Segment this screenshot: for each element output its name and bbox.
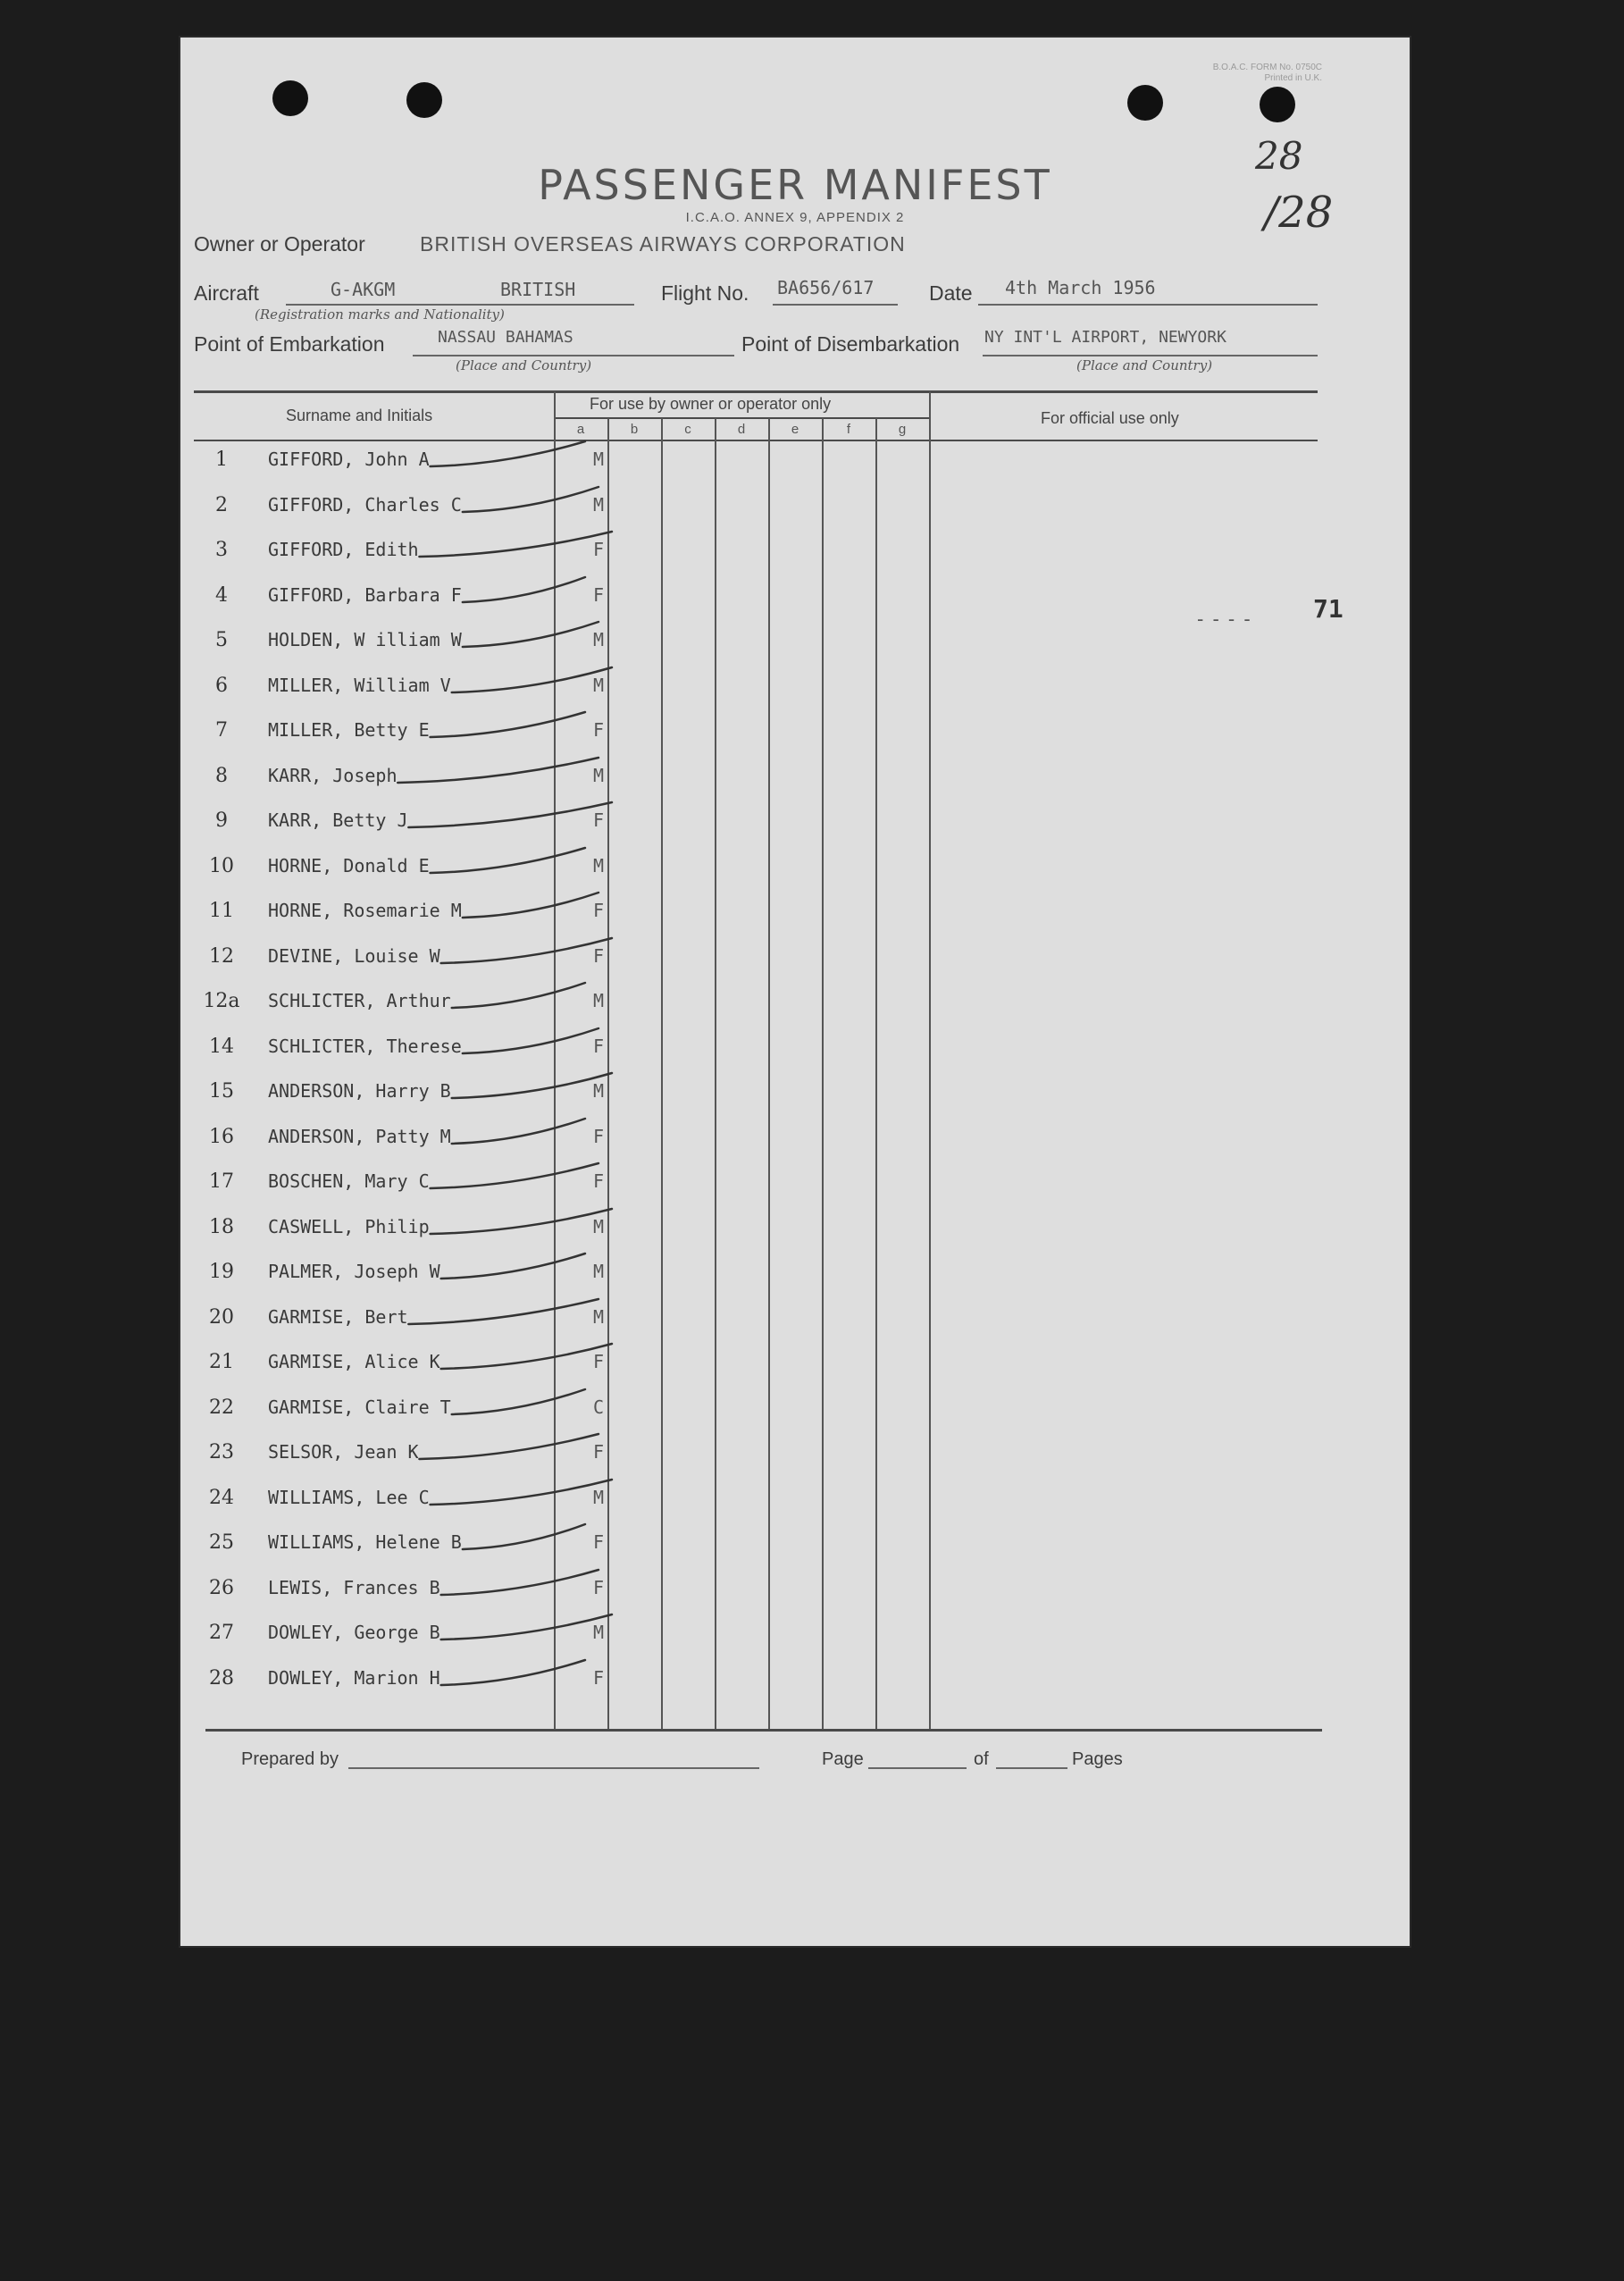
check-mark xyxy=(419,532,612,557)
page-title: PASSENGER MANIFEST xyxy=(538,161,1052,209)
passenger-name: ANDERSON, Patty M xyxy=(268,1126,451,1147)
check-mark xyxy=(431,1209,613,1234)
passenger-name: GARMISE, Claire T xyxy=(268,1396,451,1418)
passenger-name: ANDERSON, Harry B xyxy=(268,1080,451,1102)
disembarkation-label: Point of Disembarkation xyxy=(741,332,960,356)
handwritten-note-fraction: /28 xyxy=(1264,188,1334,238)
passenger-sex: F xyxy=(592,1351,605,1372)
passenger-number: 9 xyxy=(215,809,228,832)
check-mark xyxy=(431,712,586,737)
passenger-number: 8 xyxy=(215,765,228,787)
pages-label: Pages xyxy=(1072,1749,1123,1769)
passenger-name: LEWIS, Frances B xyxy=(268,1577,440,1598)
passenger-name: SCHLICTER, Arthur xyxy=(268,990,451,1011)
passenger-sex: M xyxy=(592,1080,605,1102)
passenger-number: 27 xyxy=(209,1622,234,1644)
passenger-number: 11 xyxy=(209,900,234,922)
embarkation-hint: (Place and Country) xyxy=(456,357,592,373)
passenger-number: 4 xyxy=(215,584,228,607)
passenger-number: 2 xyxy=(215,494,228,516)
passenger-number: 22 xyxy=(209,1396,234,1419)
sub-col-a: a xyxy=(576,422,585,437)
passenger-sex: M xyxy=(592,494,605,516)
passenger-sex: M xyxy=(592,765,605,786)
passenger-name: HORNE, Rosemarie M xyxy=(268,900,462,921)
passenger-sex: F xyxy=(592,584,605,606)
sub-col-d: d xyxy=(737,422,746,437)
passenger-number: 16 xyxy=(209,1126,234,1148)
passenger-name: MILLER, William V xyxy=(268,675,451,696)
check-mark xyxy=(441,1254,585,1279)
check-mark xyxy=(463,1524,585,1549)
passenger-number: 6 xyxy=(215,675,228,697)
passenger-sex: M xyxy=(592,449,605,470)
prepared-by-label: Prepared by xyxy=(241,1749,339,1769)
handwritten-check-marks xyxy=(179,36,1411,1948)
check-mark xyxy=(419,1434,599,1459)
passenger-sex: F xyxy=(592,945,605,967)
official-number: 71 xyxy=(1313,594,1344,624)
passenger-sex: F xyxy=(592,809,605,831)
passenger-number: 25 xyxy=(209,1531,234,1554)
col-header-official: For official use only xyxy=(1041,409,1179,427)
passenger-sex: M xyxy=(592,675,605,696)
page-label: Page xyxy=(822,1749,864,1769)
sub-col-b: b xyxy=(630,422,639,437)
prepared-by-line xyxy=(348,1767,759,1769)
passenger-name: GIFFORD, John A xyxy=(268,449,430,470)
passenger-number: 17 xyxy=(209,1170,234,1193)
passenger-number: 12a xyxy=(203,990,240,1012)
passenger-sex: F xyxy=(592,719,605,741)
check-mark xyxy=(463,622,599,647)
passenger-number: 5 xyxy=(215,629,228,651)
passenger-sex: F xyxy=(592,539,605,560)
passenger-number: 7 xyxy=(215,719,228,742)
disembarkation-hint: (Place and Country) xyxy=(1076,357,1213,373)
check-mark xyxy=(441,1344,612,1369)
passenger-number: 1 xyxy=(215,449,228,471)
passenger-sex: M xyxy=(592,990,605,1011)
passenger-name: BOSCHEN, Mary C xyxy=(268,1170,430,1192)
passenger-number: 18 xyxy=(209,1216,234,1238)
passenger-name: WILLIAMS, Helene B xyxy=(268,1531,462,1553)
passenger-name: DEVINE, Louise W xyxy=(268,945,440,967)
passenger-sex: F xyxy=(592,1170,605,1192)
check-mark xyxy=(431,1480,613,1505)
passenger-number: 10 xyxy=(209,855,234,877)
passenger-sex: M xyxy=(592,855,605,876)
passenger-name: GARMISE, Bert xyxy=(268,1306,408,1328)
page-subtitle: I.C.A.O. ANNEX 9, APPENDIX 2 xyxy=(685,210,905,225)
date-label: Date xyxy=(929,281,973,305)
passenger-sex: F xyxy=(592,1667,605,1689)
embarkation-value: NASSAU BAHAMAS xyxy=(438,328,573,347)
passenger-number: 28 xyxy=(209,1667,234,1690)
passenger-name: HOLDEN, W illiam W xyxy=(268,629,462,650)
check-mark xyxy=(441,1614,612,1639)
passenger-name: GIFFORD, Edith xyxy=(268,539,419,560)
check-mark xyxy=(452,1119,585,1144)
passenger-sex: M xyxy=(592,1261,605,1282)
sub-col-g: g xyxy=(898,422,907,437)
passenger-number: 24 xyxy=(209,1487,234,1509)
passenger-sex: F xyxy=(592,1441,605,1463)
passenger-name: GIFFORD, Charles C xyxy=(268,494,462,516)
check-mark xyxy=(431,848,586,873)
passenger-sex: M xyxy=(592,1622,605,1643)
passenger-sex: F xyxy=(592,900,605,921)
passenger-number: 12 xyxy=(209,945,234,968)
flight-label: Flight No. xyxy=(661,281,749,305)
passenger-number: 15 xyxy=(209,1080,234,1103)
check-mark xyxy=(452,1389,585,1414)
passenger-name: MILLER, Betty E xyxy=(268,719,430,741)
passenger-name: DOWLEY, Marion H xyxy=(268,1667,440,1689)
passenger-name: GARMISE, Alice K xyxy=(268,1351,440,1372)
passenger-name: PALMER, Joseph W xyxy=(268,1261,440,1282)
sub-col-c: c xyxy=(684,422,691,437)
passenger-number: 23 xyxy=(209,1441,234,1463)
page-number-line xyxy=(868,1767,967,1769)
col-header-name: Surname and Initials xyxy=(286,407,433,424)
check-mark xyxy=(452,983,585,1008)
check-mark xyxy=(463,893,599,918)
form-code-text: B.O.A.C. FORM No. 0750C xyxy=(1212,63,1322,72)
check-mark xyxy=(463,577,585,602)
check-mark xyxy=(452,667,612,692)
passenger-name: CASWELL, Philip xyxy=(268,1216,430,1237)
passenger-name: KARR, Betty J xyxy=(268,809,408,831)
passenger-sex: M xyxy=(592,629,605,650)
passenger-sex: M xyxy=(592,1306,605,1328)
check-mark xyxy=(431,1163,599,1188)
check-mark xyxy=(463,1028,599,1053)
check-mark xyxy=(441,938,612,963)
check-mark xyxy=(441,1570,599,1595)
printed-in-text: Printed in U.K. xyxy=(1264,73,1322,83)
aircraft-registration: G-AKGM xyxy=(331,279,396,300)
passenger-number: 20 xyxy=(209,1306,234,1329)
passenger-name: SELSOR, Jean K xyxy=(268,1441,419,1463)
passenger-number: 26 xyxy=(209,1577,234,1599)
sub-col-f: f xyxy=(846,422,851,437)
col-header-owner: For use by owner or operator only xyxy=(590,395,832,413)
passenger-sex: C xyxy=(592,1396,605,1418)
passenger-sex: F xyxy=(592,1531,605,1553)
passenger-number: 21 xyxy=(209,1351,234,1373)
passenger-number: 19 xyxy=(209,1261,234,1283)
date-value: 4th March 1956 xyxy=(1005,277,1156,298)
passenger-name: KARR, Joseph xyxy=(268,765,398,786)
embarkation-label: Point of Embarkation xyxy=(194,332,385,356)
handwritten-note-top: 28 xyxy=(1255,134,1303,178)
passenger-name: WILLIAMS, Lee C xyxy=(268,1487,430,1508)
passenger-number: 14 xyxy=(209,1036,234,1058)
sub-col-e: e xyxy=(791,422,799,437)
aircraft-nationality: BRITISH xyxy=(500,279,576,300)
aircraft-label: Aircraft xyxy=(194,281,259,305)
official-dash-marks: - - - - xyxy=(1197,608,1252,630)
passenger-sex: F xyxy=(592,1577,605,1598)
passenger-sex: M xyxy=(592,1487,605,1508)
check-mark xyxy=(463,487,599,512)
passenger-name: DOWLEY, George B xyxy=(268,1622,440,1643)
passenger-sex: M xyxy=(592,1216,605,1237)
passenger-name: GIFFORD, Barbara F xyxy=(268,584,462,606)
manifest-sheet xyxy=(179,36,1411,1948)
check-mark xyxy=(441,1660,585,1685)
flight-value: BA656/617 xyxy=(777,277,875,298)
aircraft-hint: (Registration marks and Nationality) xyxy=(255,306,505,323)
pages-count-line xyxy=(996,1767,1067,1769)
check-mark xyxy=(452,1073,612,1098)
passenger-name: SCHLICTER, Therese xyxy=(268,1036,462,1057)
passenger-sex: F xyxy=(592,1126,605,1147)
check-mark xyxy=(431,441,586,466)
owner-value: BRITISH OVERSEAS AIRWAYS CORPORATION xyxy=(420,232,906,256)
of-label: of xyxy=(974,1749,989,1769)
owner-label: Owner or Operator xyxy=(194,232,365,256)
disembarkation-value: NY INT'L AIRPORT, NEWYORK xyxy=(984,328,1226,347)
passenger-number: 3 xyxy=(215,539,228,561)
check-mark xyxy=(408,802,612,827)
passenger-sex: F xyxy=(592,1036,605,1057)
passenger-name: HORNE, Donald E xyxy=(268,855,430,876)
check-mark xyxy=(408,1299,599,1324)
check-mark xyxy=(398,758,599,783)
